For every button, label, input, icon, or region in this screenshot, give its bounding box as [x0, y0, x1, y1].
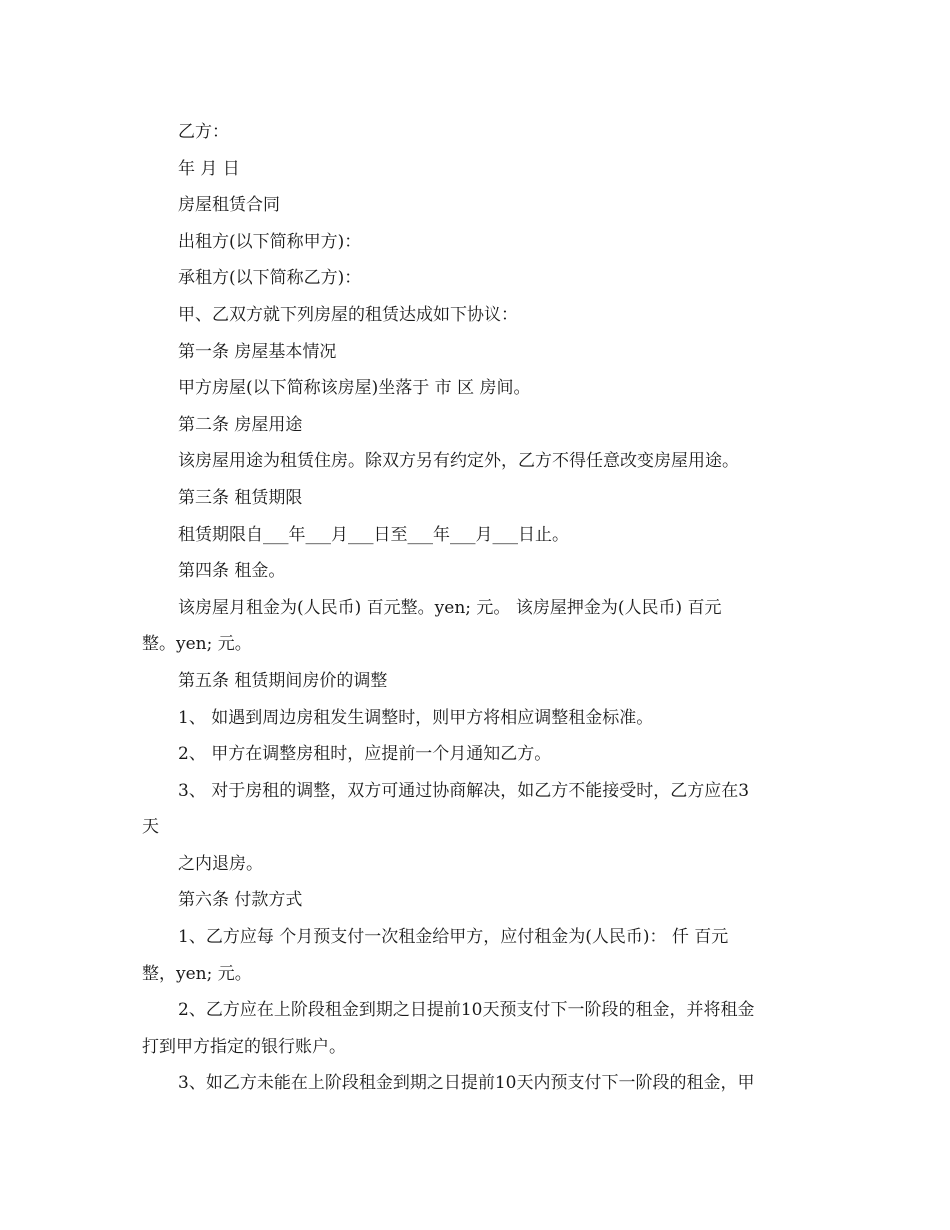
document-line: 第四条 租金。: [178, 561, 286, 582]
document-line: 甲、乙双方就下列房屋的租赁达成如下协议：: [178, 304, 518, 325]
document-line: 天: [142, 817, 159, 838]
document-line: 第五条 租赁期间房价的调整: [178, 670, 388, 691]
document-line: 1、乙方应每 个月预支付一次租金给甲方，应付租金为(人民币)： 仟 百元: [178, 927, 729, 948]
document-line: 房屋租赁合同: [178, 195, 280, 216]
document-line: 打到甲方指定的银行账户。: [142, 1036, 346, 1057]
document-line: 之内退房。: [178, 853, 263, 874]
document-line: 第三条 租赁期限: [178, 487, 303, 508]
document-line: 第六条 付款方式: [178, 890, 303, 911]
document-line: 3、如乙方未能在上阶段租金到期之日提前10天内预支付下一阶段的租金，甲: [178, 1073, 755, 1094]
document-line: 2、乙方应在上阶段租金到期之日提前10天预支付下一阶段的租金，并将租金: [178, 1000, 755, 1021]
document-line: 整，yen; 元。: [142, 963, 252, 984]
document-line: 第一条 房屋基本情况: [178, 341, 337, 362]
document-line: 承租方(以下简称乙方)：: [178, 268, 362, 289]
document-line: 该房屋月租金为(人民币) 百元整。yen; 元。 该房屋押金为(人民币) 百元: [178, 597, 722, 618]
document-line: 第二条 房屋用途: [178, 414, 303, 435]
document-line: 整。yen; 元。: [142, 634, 252, 655]
document-line: 年 月 日: [178, 158, 240, 179]
document-line: 1、 如遇到周边房租发生调整时，则甲方将相应调整租金标准。: [178, 707, 654, 728]
document-body: [142, 114, 814, 1102]
document-line: 乙方：: [178, 122, 229, 142]
document-line: 租赁期限自___年___月___日至___年___月___日止。: [178, 524, 569, 545]
document-line: 该房屋用途为租赁住房。除双方另有约定外，乙方不得任意改变房屋用途。: [178, 451, 739, 472]
document-line: 甲方房屋(以下简称该房屋)坐落于 市 区 房间。: [178, 378, 531, 399]
document-line: 出租方(以下简称甲方)：: [178, 231, 362, 252]
document-line: 3、 对于房租的调整，双方可通过协商解决，如乙方不能接受时，乙方应在3: [178, 780, 750, 801]
document-line: 2、 甲方在调整房租时，应提前一个月通知乙方。: [178, 744, 552, 765]
